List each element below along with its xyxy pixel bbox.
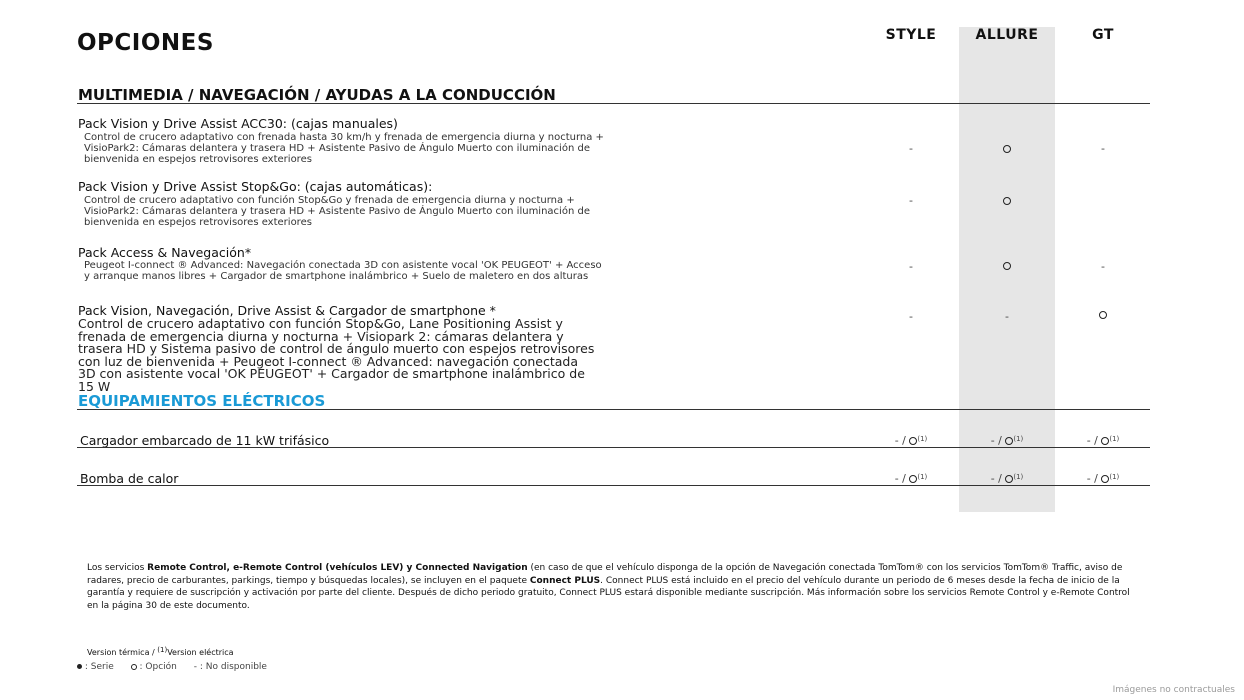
legend-serie xyxy=(77,662,114,672)
cell-prefix: - / xyxy=(990,434,1006,447)
cell-gt-not-available: - xyxy=(1101,142,1105,155)
item-description: Control de crucero adaptativo con función Stop&Go, Lane Positioning Assist y frenada de emergencia diurna y nocturna + Visiopark 2: cámaras delantera y trasera HD y Sistema pasivo de control de ángulo muerto con espejos retrovisores con luz de bienvenida + Peugeot I-connect ® Advanced: navegación conectada 3D con asistente vocal 'OK PEUGEOT' + Cargador de smartphone inalámbrico de 15 W xyxy=(78,316,595,394)
cell-allure-option-electric xyxy=(959,435,1055,447)
cell-gt-option xyxy=(1055,309,1151,321)
item-name: Pack Vision y Drive Assist Stop&Go: (cajas automáticas): xyxy=(78,179,433,194)
legend-opcion-label: : Opción xyxy=(139,662,177,672)
footnote-text: . Connect PLUS está incluido en el precio del vehículo durante un periodo de 6 meses desde la fecha de inicio de la garantía y requiere de suscripción y activación por parte del cliente. Después de dicho periodo gratuito, Connect PLUS estará disponible mediante suscripción. Más información sobre los servicios Remote Control y e-Remote Control en la página 30 de este documento. xyxy=(87,575,1130,611)
cell-prefix: - / xyxy=(894,434,910,447)
legend-termica: Version térmica / xyxy=(87,648,158,657)
item-name: Pack Access & Navegación* xyxy=(78,245,252,260)
item-description: Control de crucero adaptativo con función Stop&Go y frenada de emergencia diurna y nocturna + VisioPark2: Cámaras delantera y trasera HD + Asistente Pasivo de Ángulo Muerto con iluminación de bienvenida en espejos retrovisores exteriores xyxy=(84,195,590,228)
column-header-allure: ALLURE xyxy=(975,27,1039,43)
legend-opcion xyxy=(131,662,177,672)
option-icon xyxy=(1099,311,1107,319)
cell-gt-option-electric xyxy=(1055,473,1151,485)
symbol-legend xyxy=(77,662,281,672)
legend-electrica: Version eléctrica xyxy=(167,648,234,657)
section-title-multimedia: MULTIMEDIA / NAVEGACIÓN / AYUDAS A LA CONDUCCIÓN xyxy=(78,86,556,104)
legend-no-disponible-label: : No disponible xyxy=(199,662,267,672)
footnote-mark: (1) xyxy=(1109,473,1120,481)
section-title-electric: EQUIPAMIENTOS ELÉCTRICOS xyxy=(78,392,326,410)
option-icon xyxy=(1003,262,1011,270)
footnote-mark: (1) xyxy=(157,646,168,654)
option-icon xyxy=(131,664,137,670)
option-icon xyxy=(1003,197,1011,205)
column-header-gt: GT xyxy=(1092,27,1114,43)
cell-allure-not-available: - xyxy=(1005,310,1009,323)
cell-style-option-electric xyxy=(863,473,959,485)
footnote-mark: (1) xyxy=(1109,435,1120,443)
footnote-text: (en caso de que el vehículo disponga de la opción de Navegación conectada TomTom® con los servicios TomTom® Traffic, aviso de radares, precio de carburantes, parkings, tiempo y búsquedas locales), se incluyen en el paquete xyxy=(87,563,1123,586)
legend-no-disponible xyxy=(194,662,267,672)
cell-style-not-available: - xyxy=(909,310,913,323)
column-header-style: STYLE xyxy=(885,27,937,43)
cell-prefix: - / xyxy=(990,472,1006,485)
cell-prefix: - / xyxy=(1086,472,1102,485)
cell-allure-option-electric xyxy=(959,473,1055,485)
connected-services-footnote xyxy=(87,562,1137,612)
cell-allure-option xyxy=(959,195,1055,207)
item-name: Pack Vision y Drive Assist ACC30: (cajas manuales) xyxy=(78,116,398,131)
cell-gt-option-electric xyxy=(1055,435,1151,447)
footnote-mark: (1) xyxy=(1013,435,1024,443)
item-name: Bomba de calor xyxy=(80,471,179,486)
item-description: Control de crucero adaptativo con frenada hasta 30 km/h y frenada de emergencia diurna y nocturna + VisioPark2: Cámaras delantera y trasera HD + Asistente Pasivo de Ángulo Muerto con iluminación de bienvenida en espejos retrovisores exteriores xyxy=(84,132,604,165)
option-icon xyxy=(1003,145,1011,153)
footnote-mark: (1) xyxy=(1013,473,1024,481)
version-legend xyxy=(87,648,234,657)
cell-allure-option xyxy=(959,143,1055,155)
row-divider xyxy=(77,485,1150,486)
cell-style-not-available: - xyxy=(909,260,913,273)
item-name: Pack Vision, Navegación, Drive Assist & Cargador de smartphone * xyxy=(78,303,496,318)
footnote-bold: Remote Control, e-Remote Control (vehículos LEV) y Connected Navigation xyxy=(147,563,528,573)
cell-style-not-available: - xyxy=(909,194,913,207)
disclaimer: Imágenes no contractuales xyxy=(1112,685,1235,695)
cell-style-not-available: - xyxy=(909,142,913,155)
page-title: OPCIONES xyxy=(77,30,214,56)
cell-style-option-electric xyxy=(863,435,959,447)
cell-allure-option xyxy=(959,260,1055,272)
cell-prefix: - / xyxy=(894,472,910,485)
row-divider xyxy=(77,447,1150,448)
serie-dot-icon xyxy=(77,664,82,669)
section-divider xyxy=(77,103,1150,104)
item-name: Cargador embarcado de 11 kW trifásico xyxy=(80,433,330,448)
item-description: Peugeot I-connect ® Advanced: Navegación conectada 3D con asistente vocal 'OK PEUGEOT' + Acceso y arranque manos libres + Cargador de smartphone inalámbrico + Suelo de maletero en dos alturas xyxy=(84,260,602,282)
footnote-mark: (1) xyxy=(917,435,928,443)
cell-gt-not-available: - xyxy=(1101,260,1105,273)
legend-serie-label: : Serie xyxy=(84,662,114,672)
footnote-mark: (1) xyxy=(917,473,928,481)
footnote-text: Los servicios xyxy=(87,563,148,573)
footnote-bold: Connect PLUS xyxy=(529,575,601,586)
dash-icon: - xyxy=(193,662,197,672)
cell-prefix: - / xyxy=(1086,434,1102,447)
section-divider xyxy=(77,409,1150,410)
